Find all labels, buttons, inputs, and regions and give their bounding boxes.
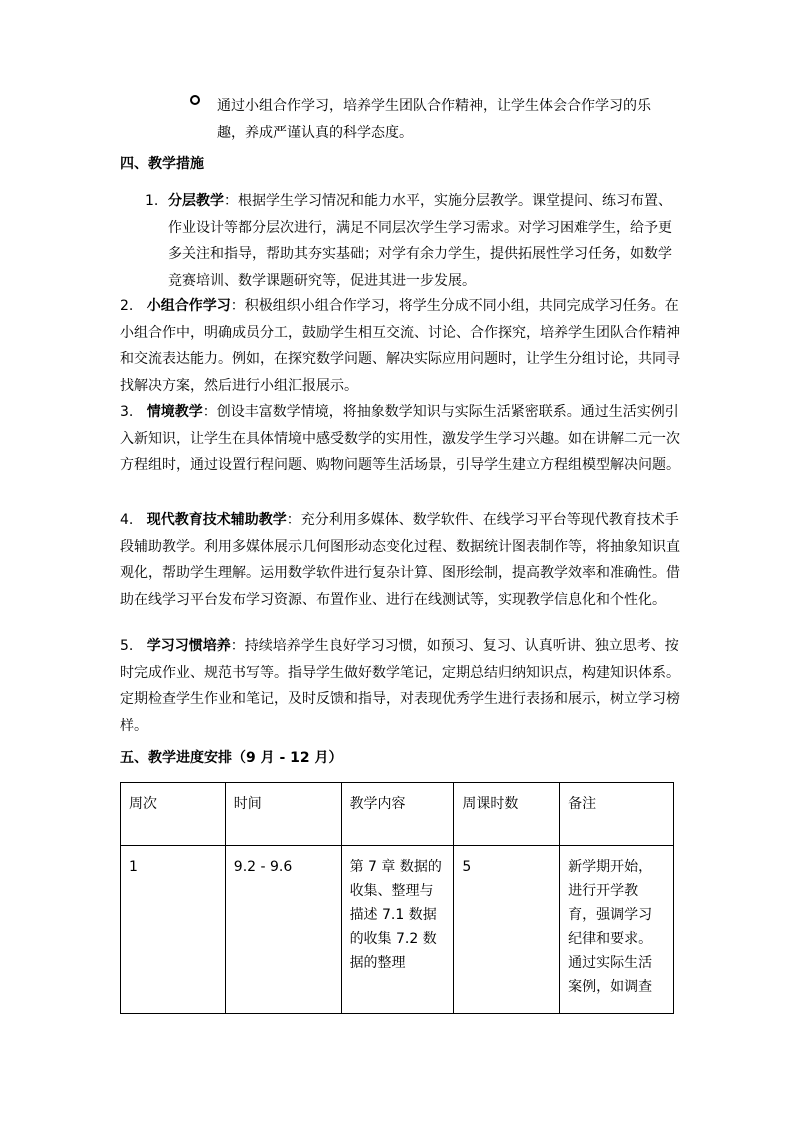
- goal-bullet-text: 通过小组合作学习，培养学生团队合作精神，让学生体会合作学习的乐趣，养成严谨认真的科学态度。: [217, 98, 651, 141]
- table-row: [121, 846, 674, 1014]
- table-header-row: [121, 783, 674, 846]
- measure-1-paragraph: [168, 188, 678, 294]
- schedule-table: [120, 782, 674, 1014]
- cell-content: 第 7 章 数据的收集、整理与描述 7.1 数据的收集 7.2 数据的整理: [341, 846, 454, 1014]
- measure-3-paragraph: [120, 399, 680, 479]
- measure-5-text: ：持续培养学生良好学习习惯，如预习、复习、认真听讲、独立思考、按时完成作业、规范书写等。指导学生做好数学笔记，定期总结归纳知识点，构建知识体系。定期检查学生作业和笔记，及时反馈和指导，对表现优秀学生进行表扬和展示，树立学习榜样。: [120, 638, 680, 734]
- measure-5-title: 学习习惯培养: [146, 638, 231, 654]
- measure-5-number: 5.: [120, 638, 134, 654]
- section-4-heading: 四、教学措施: [120, 156, 204, 172]
- measure-3-number: 3.: [120, 404, 134, 420]
- section-5-heading: 五、教学进度安排（9 月 - 12 月）: [120, 750, 343, 766]
- measure-4-text: ：充分利用多媒体、数学软件、在线学习平台等现代教育技术手段辅助教学。利用多媒体展示几何图形动态变化过程、数据统计图表制作等，将抽象知识直观化，帮助学生理解。运用数学软件进行复杂计算、图形绘制，提高教学效率和准确性。借助在线学习平台发布学习资源、布置作业、进行在线测试等，实现教学信息化和个性化。: [120, 512, 680, 608]
- header-cell-week: 周次: [121, 783, 226, 846]
- measure-4-title: 现代教育技术辅助教学: [146, 512, 287, 528]
- cell-time: 9.2 - 9.6: [225, 846, 341, 1014]
- measure-1-number: 1.: [145, 193, 159, 209]
- cell-notes: 新学期开始，进行开学教育，强调学习纪律和要求。通过实际生活案例，如调查: [560, 846, 674, 1014]
- measure-2-text: ：积极组织小组合作学习，将学生分成不同小组，共同完成学习任务。在小组合作中，明确成员分工，鼓励学生相互交流、讨论、合作探究，培养学生团队合作精神和交流表达能力。例如，在探究数学问题、解决实际应用问题时，让学生分组讨论，共同寻找解决方案，然后进行小组汇报展示。: [120, 298, 680, 394]
- cell-week: 1: [121, 846, 226, 1014]
- measure-3-title: 情境教学: [146, 404, 203, 420]
- measure-1-text: ：根据学生学习情况和能力水平，实施分层教学。课堂提问、练习布置、作业设计等都分层次进行，满足不同层次学生学习需求。对学习困难学生，给予更多关注和指导，帮助其夯实基础；对学有余力学生，提供拓展性学习任务，如数学竞赛培训、数学课题研究等，促进其进一步发展。: [168, 193, 672, 289]
- measure-4-number: 4.: [120, 512, 134, 528]
- measure-2-title: 小组合作学习: [146, 298, 231, 314]
- hollow-bullet-icon: [190, 95, 200, 105]
- measure-2-number: 2.: [120, 298, 134, 314]
- measure-4-paragraph: [120, 507, 680, 613]
- measure-2-paragraph: [120, 293, 680, 399]
- cell-hours: 5: [454, 846, 560, 1014]
- header-cell-notes: 备注: [560, 783, 674, 846]
- header-cell-time: 时间: [225, 783, 341, 846]
- measure-5-paragraph: [120, 633, 680, 739]
- measure-3-text: ：创设丰富数学情境，将抽象数学知识与实际生活紧密联系。通过生活实例引入新知识，让学生在具体情境中感受数学的实用性，激发学生学习兴趣。如在讲解二元一次方程组时，通过设置行程问题、购物问题等生活场景，引导学生建立方程组模型解决问题。: [120, 404, 680, 473]
- header-cell-hours: 周课时数: [454, 783, 560, 846]
- measure-1-title: 分层教学: [168, 193, 224, 209]
- header-cell-content: 教学内容: [341, 783, 454, 846]
